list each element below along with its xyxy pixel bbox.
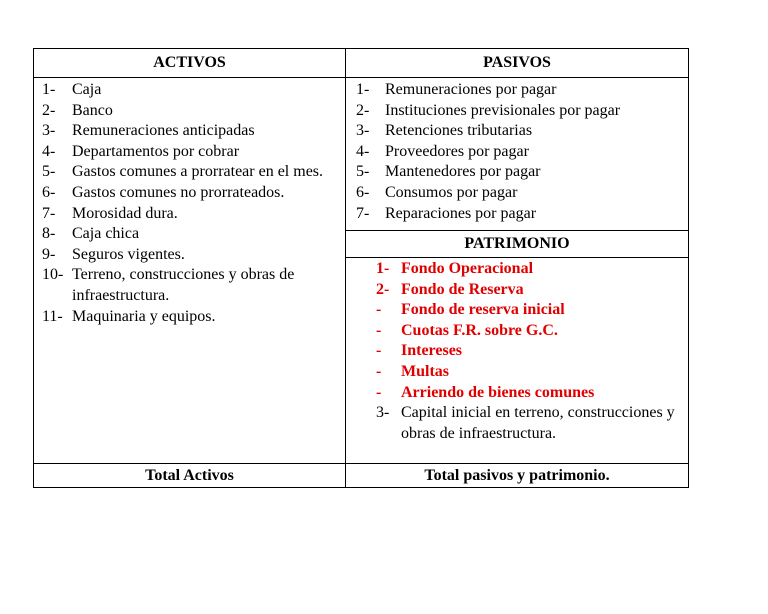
list-item: [356, 162, 684, 183]
pasivos-list: [346, 78, 688, 224]
item-number: 7-: [42, 204, 56, 222]
item-number: 3-: [42, 122, 56, 140]
item-number: 7-: [356, 204, 370, 222]
item-number: 3-: [376, 404, 390, 422]
item-text: Capital inicial en terreno, construcciones y obras de infraestructura.: [401, 404, 675, 442]
list-item: [376, 280, 684, 301]
item-text: Arriendo de bienes comunes: [401, 383, 595, 401]
item-number: 5-: [356, 163, 370, 181]
item-text: Mantenedores por pagar: [385, 163, 541, 181]
item-number: 11-: [42, 307, 63, 325]
item-number: 1-: [42, 81, 56, 98]
item-text: Gastos comunes no prorrateados.: [72, 183, 285, 201]
item-number: 5-: [42, 163, 56, 181]
list-item: [376, 403, 684, 444]
item-number: 6-: [356, 183, 370, 201]
list-item: [42, 183, 327, 204]
pasivos-patrimonio-cell: [346, 78, 689, 464]
list-item: [42, 265, 327, 306]
list-item: [356, 183, 684, 204]
list-item: [376, 362, 684, 383]
balance-table: [33, 48, 689, 488]
total-activos: Total Activos: [34, 464, 346, 488]
item-text: Seguros vigentes.: [72, 245, 185, 263]
item-number: 4-: [42, 142, 56, 160]
list-item: [42, 80, 327, 101]
item-text: Maquinaria y equipos.: [72, 307, 216, 325]
item-text: Reparaciones por pagar: [385, 204, 537, 222]
item-text: Proveedores por pagar: [385, 142, 529, 160]
item-text: Caja chica: [72, 225, 140, 243]
list-item: [356, 121, 684, 142]
item-text: Morosidad dura.: [72, 204, 178, 222]
item-text: Caja: [72, 81, 102, 98]
item-text: Gastos comunes a prorratear en el mes.: [72, 163, 324, 181]
item-number: -: [376, 321, 382, 339]
list-item: [376, 341, 684, 362]
item-number: -: [376, 342, 382, 360]
list-item: [42, 142, 327, 163]
item-text: Instituciones previsionales por pagar: [385, 101, 621, 119]
list-item: [356, 101, 684, 122]
item-text: Terreno, construcciones y obras de infraestructura.: [72, 266, 295, 304]
list-item: [42, 162, 327, 183]
item-text: Remuneraciones por pagar: [385, 81, 557, 98]
list-item: [376, 259, 684, 280]
item-number: 8-: [42, 225, 56, 243]
item-text: Intereses: [401, 342, 463, 360]
list-item: [376, 321, 684, 342]
activos-list: [34, 78, 345, 327]
item-number: 2-: [356, 101, 370, 119]
list-item: [42, 101, 327, 122]
item-text: Fondo de Reserva: [401, 280, 524, 298]
patrimonio-header: PATRIMONIO: [346, 230, 688, 258]
list-item: [376, 300, 684, 321]
list-item: [42, 224, 327, 245]
item-text: Banco: [72, 101, 113, 119]
patrimonio-list: [346, 258, 688, 444]
item-number: 6-: [42, 183, 56, 201]
item-text: Cuotas F.R. sobre G.C.: [401, 321, 558, 339]
pasivos-header: PASIVOS: [346, 49, 689, 78]
total-pasivos-patrimonio: Total pasivos y patrimonio.: [346, 464, 689, 488]
item-number: 3-: [356, 122, 370, 140]
item-number: 2-: [42, 101, 56, 119]
item-text: Multas: [401, 362, 449, 380]
item-number: -: [376, 362, 382, 380]
item-number: -: [376, 301, 382, 319]
list-item: [356, 142, 684, 163]
item-number: 10-: [42, 266, 64, 284]
item-number: 1-: [376, 260, 390, 277]
item-text: Consumos por pagar: [385, 183, 518, 201]
pasivos-box: [346, 78, 688, 230]
list-item: [42, 245, 327, 266]
item-text: Remuneraciones anticipadas: [72, 122, 255, 140]
item-text: Fondo Operacional: [401, 260, 534, 277]
list-item: [42, 307, 327, 328]
list-item: [42, 121, 327, 142]
activos-cell: [34, 78, 346, 464]
list-item: [376, 383, 684, 404]
list-item: [356, 80, 684, 101]
activos-header: ACTIVOS: [34, 49, 346, 78]
item-number: 1-: [356, 81, 370, 98]
list-item: [356, 204, 684, 225]
item-text: Retenciones tributarias: [385, 122, 533, 140]
item-text: Fondo de reserva inicial: [401, 301, 565, 319]
item-number: 9-: [42, 245, 56, 263]
item-number: -: [376, 383, 382, 401]
item-number: 4-: [356, 142, 370, 160]
item-text: Departamentos por cobrar: [72, 142, 240, 160]
list-item: [42, 204, 327, 225]
item-number: 2-: [376, 280, 390, 298]
